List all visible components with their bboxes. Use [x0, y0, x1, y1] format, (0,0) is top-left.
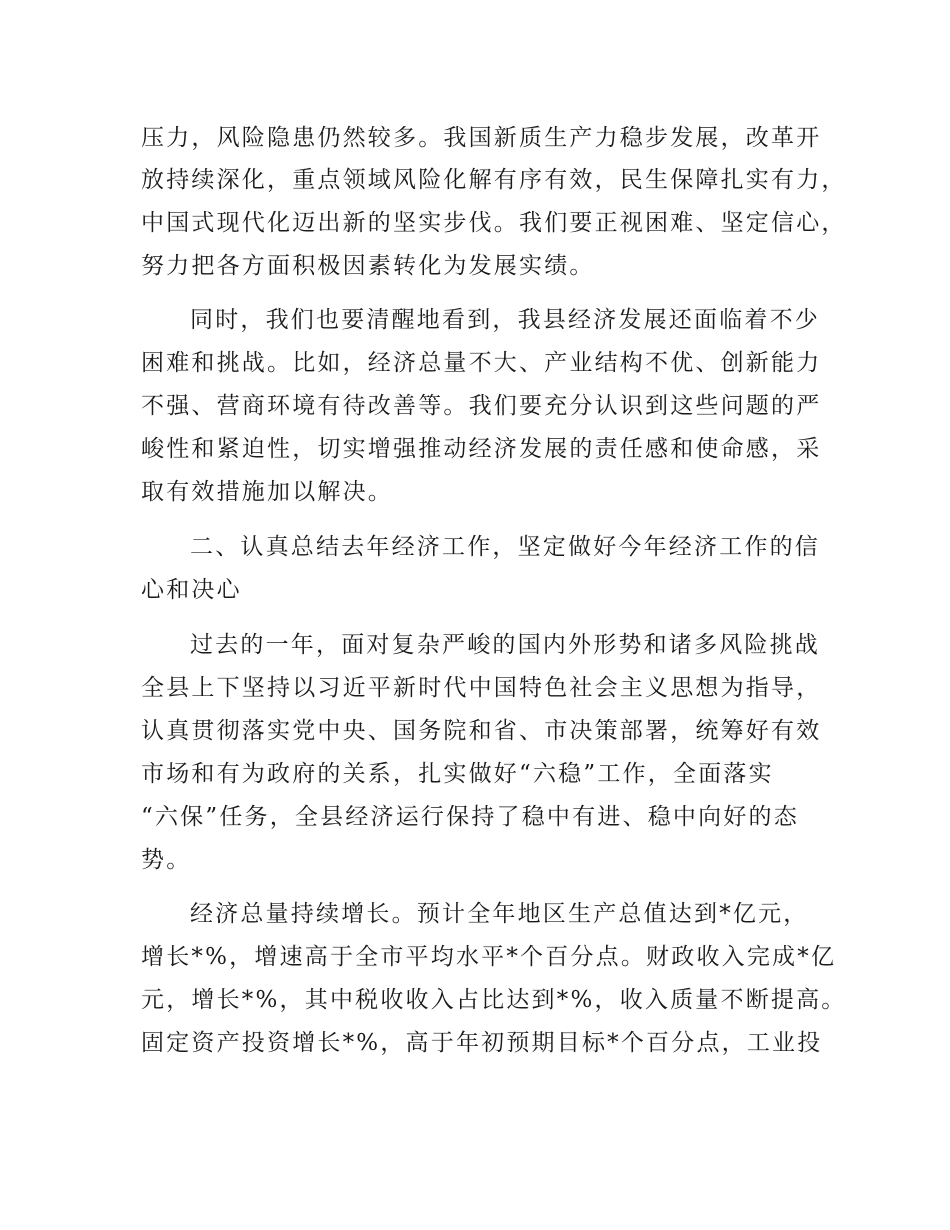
paragraph-5-line-2: 增长*%，增速高于全市平均水平*个百分点。财政收入完成*亿 — [141, 944, 837, 970]
paragraph-5-line-3: 元，增长*%，其中税收收入占比达到*%，收入质量不断提高。 — [141, 987, 847, 1013]
paragraph-4-line-1: 过去的一年，面对复杂严峻的国内外形势和诸多风险挑战 — [190, 632, 820, 658]
paragraph-4-line-2: 全县上下坚持以习近平新时代中国特色社会主义思想为指导， — [141, 675, 822, 701]
paragraph-2-line-5: 取有效措施加以解决。 — [141, 479, 393, 505]
paragraph-4-line-4: 市场和有为政府的关系，扎实做好“六稳”工作，全面落实 — [141, 761, 774, 787]
section-heading-line-1: 二、认真总结去年经济工作，坚定做好今年经济工作的信 — [190, 534, 820, 560]
paragraph-1-line-2: 放持续深化，重点领域风险化解有序有效，民生保障扎实有力， — [141, 167, 847, 193]
paragraph-4-line-5: “六保”任务，全县经济运行保持了稳中有进、稳中向好的态 — [141, 804, 799, 830]
paragraph-2-line-3: 不强、营商环境有待改善等。我们要充分认识到这些问题的严 — [141, 393, 822, 419]
paragraph-4-line-6: 势。 — [141, 847, 192, 873]
section-heading-line-2: 心和决心 — [141, 577, 242, 603]
paragraph-2-line-1: 同时，我们也要清醒地看到，我县经济发展还面临着不少 — [190, 307, 820, 333]
paragraph-2-line-4: 峻性和紧迫性，切实增强推动经济发展的责任感和使命感，采 — [141, 436, 822, 462]
paragraph-5-line-4: 固定资产投资增长*%，高于年初预期目标*个百分点，工业投 — [141, 1030, 823, 1056]
paragraph-2-line-2: 困难和挑战。比如，经济总量不大、产业结构不优、创新能力 — [141, 350, 822, 376]
paragraph-1-line-1: 压力，风险隐患仍然较多。我国新质生产力稳步发展，改革开 — [141, 125, 822, 151]
paragraph-4-line-3: 认真贯彻落实党中央、国务院和省、市决策部署，统筹好有效 — [141, 718, 822, 744]
paragraph-1-line-3: 中国式现代化迈出新的坚实步伐。我们要正视困难、坚定信心， — [141, 210, 847, 236]
paragraph-5-line-1: 经济总量持续增长。预计全年地区生产总值达到*亿元， — [190, 901, 809, 927]
paragraph-1-line-4: 努力把各方面积极因素转化为发展实绩。 — [141, 253, 595, 279]
